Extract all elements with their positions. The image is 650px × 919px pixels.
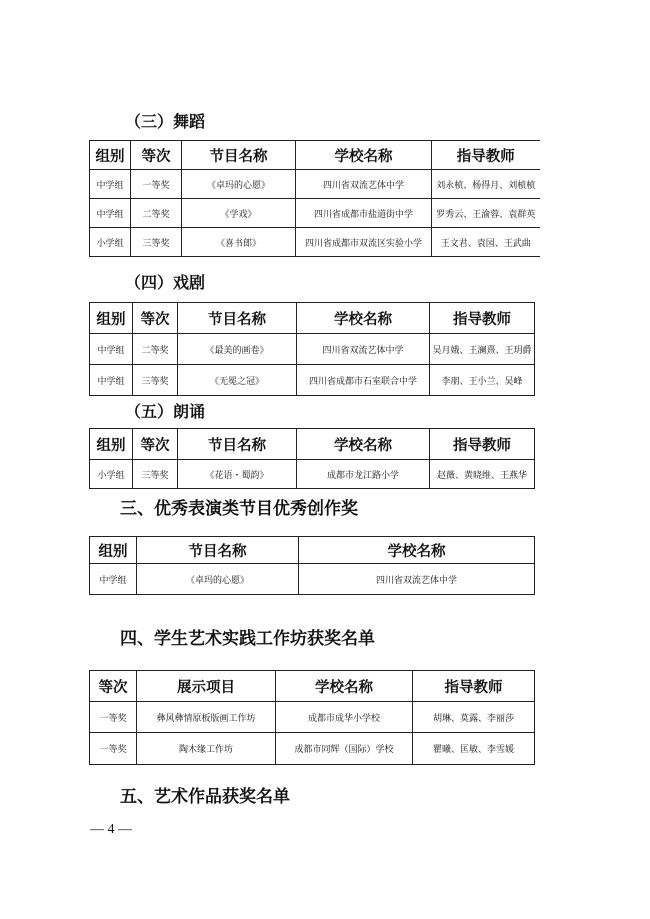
header-program: 节目名称 xyxy=(178,429,297,460)
cell-school: 四川省成都市石室联合中学 xyxy=(297,365,430,396)
header-program: 节目名称 xyxy=(182,141,296,170)
header-group: 组别 xyxy=(90,537,137,564)
section-title-recitation: （五）朗诵 xyxy=(125,402,206,421)
table-header-row xyxy=(90,537,535,564)
cell-rank: 二等奖 xyxy=(131,199,182,228)
cell-school: 成都市龙江路小学 xyxy=(297,460,430,489)
drama-table xyxy=(89,302,535,396)
cell-school: 成都市成华小学校 xyxy=(276,702,413,733)
cell-project: 彝风彝情原板版画工作坊 xyxy=(137,702,276,733)
cell-school: 四川省双流艺体中学 xyxy=(296,170,432,199)
cell-program: 《卓玛的心愿》 xyxy=(137,564,299,595)
header-rank: 等次 xyxy=(133,429,178,460)
cell-rank: 二等奖 xyxy=(133,334,178,365)
cell-school: 四川省双流艺体中学 xyxy=(299,564,535,595)
cell-teacher: 王文君、袁园、王武曲 xyxy=(432,228,540,257)
cell-teacher: 吴月娥、王澜熹、王玥爵 xyxy=(430,334,535,365)
cell-school: 四川省成都市双流区实验小学 xyxy=(296,228,432,257)
section-title-creation: 三、优秀表演类节目优秀创作奖 xyxy=(120,499,358,519)
header-teacher: 指导教师 xyxy=(430,429,535,460)
header-school: 学校名称 xyxy=(297,303,430,334)
table-header-row xyxy=(90,303,535,334)
table-header-row xyxy=(90,141,540,170)
cell-rank: 一等奖 xyxy=(90,733,137,765)
creation-table xyxy=(89,536,535,595)
table-header-row xyxy=(90,429,535,460)
header-teacher: 指导教师 xyxy=(432,141,540,170)
header-group: 组别 xyxy=(90,429,133,460)
cell-teacher: 瞿曦、匡敏、李雪媛 xyxy=(413,733,535,765)
cell-school: 成都市同辉（国际）学校 xyxy=(276,733,413,765)
header-group: 组别 xyxy=(90,141,131,170)
cell-group: 中学组 xyxy=(90,365,133,396)
cell-group: 小学组 xyxy=(90,460,133,489)
cell-rank: 三等奖 xyxy=(133,365,178,396)
cell-program: 《最美的画卷》 xyxy=(178,334,297,365)
cell-group: 小学组 xyxy=(90,228,131,257)
cell-group: 中学组 xyxy=(90,564,137,595)
table-row xyxy=(90,564,535,595)
table-row xyxy=(90,702,535,733)
section-title-artworks: 五、艺术作品获奖名单 xyxy=(120,787,290,807)
header-teacher: 指导教师 xyxy=(413,671,535,702)
cell-rank: 一等奖 xyxy=(90,702,137,733)
header-teacher: 指导教师 xyxy=(430,303,535,334)
cell-teacher: 赵薇、黄晓维、王燕华 xyxy=(430,460,535,489)
cell-group: 中学组 xyxy=(90,199,131,228)
header-school: 学校名称 xyxy=(296,141,432,170)
section-title-workshop: 四、学生艺术实践工作坊获奖名单 xyxy=(120,629,375,649)
header-program: 节目名称 xyxy=(178,303,297,334)
recitation-table xyxy=(89,428,535,489)
table-row xyxy=(90,199,540,228)
table-row xyxy=(90,228,540,257)
table-row xyxy=(90,170,540,199)
cell-teacher: 罗秀云、王渝蓉、袁群英 xyxy=(432,199,540,228)
header-program: 节目名称 xyxy=(137,537,299,564)
table-row xyxy=(90,365,535,396)
section-title-drama: （四）戏剧 xyxy=(125,273,206,292)
page-number: — 4 — xyxy=(90,822,132,837)
header-rank: 等次 xyxy=(90,671,137,702)
table-header-row xyxy=(90,671,535,702)
cell-program: 《卓玛的心愿》 xyxy=(182,170,296,199)
header-school: 学校名称 xyxy=(297,429,430,460)
cell-group: 中学组 xyxy=(90,170,131,199)
table-row xyxy=(90,733,535,765)
header-school: 学校名称 xyxy=(276,671,413,702)
cell-rank: 三等奖 xyxy=(131,228,182,257)
cell-group: 中学组 xyxy=(90,334,133,365)
cell-teacher: 胡琳、莫露、李丽莎 xyxy=(413,702,535,733)
workshop-table xyxy=(89,670,535,765)
header-rank: 等次 xyxy=(131,141,182,170)
cell-rank: 一等奖 xyxy=(131,170,182,199)
table-row xyxy=(90,334,535,365)
dance-table xyxy=(89,140,540,257)
section-title-dance: （三）舞蹈 xyxy=(125,112,206,131)
cell-school: 四川省成都市盐道街中学 xyxy=(296,199,432,228)
header-project: 展示项目 xyxy=(137,671,276,702)
cell-teacher: 刘永桢、杨得月、刘桢桢 xyxy=(432,170,540,199)
header-group: 组别 xyxy=(90,303,133,334)
cell-teacher: 李朋、王小兰、吴峰 xyxy=(430,365,535,396)
header-rank: 等次 xyxy=(133,303,178,334)
cell-project: 陶木缘工作坊 xyxy=(137,733,276,765)
cell-program: 《喜书郎》 xyxy=(182,228,296,257)
cell-program: 《花语・蜀韵》 xyxy=(178,460,297,489)
table-row xyxy=(90,460,535,489)
cell-rank: 三等奖 xyxy=(133,460,178,489)
header-school: 学校名称 xyxy=(299,537,535,564)
cell-program: 《学戏》 xyxy=(182,199,296,228)
cell-program: 《无冕之冠》 xyxy=(178,365,297,396)
cell-school: 四川省双流艺体中学 xyxy=(297,334,430,365)
